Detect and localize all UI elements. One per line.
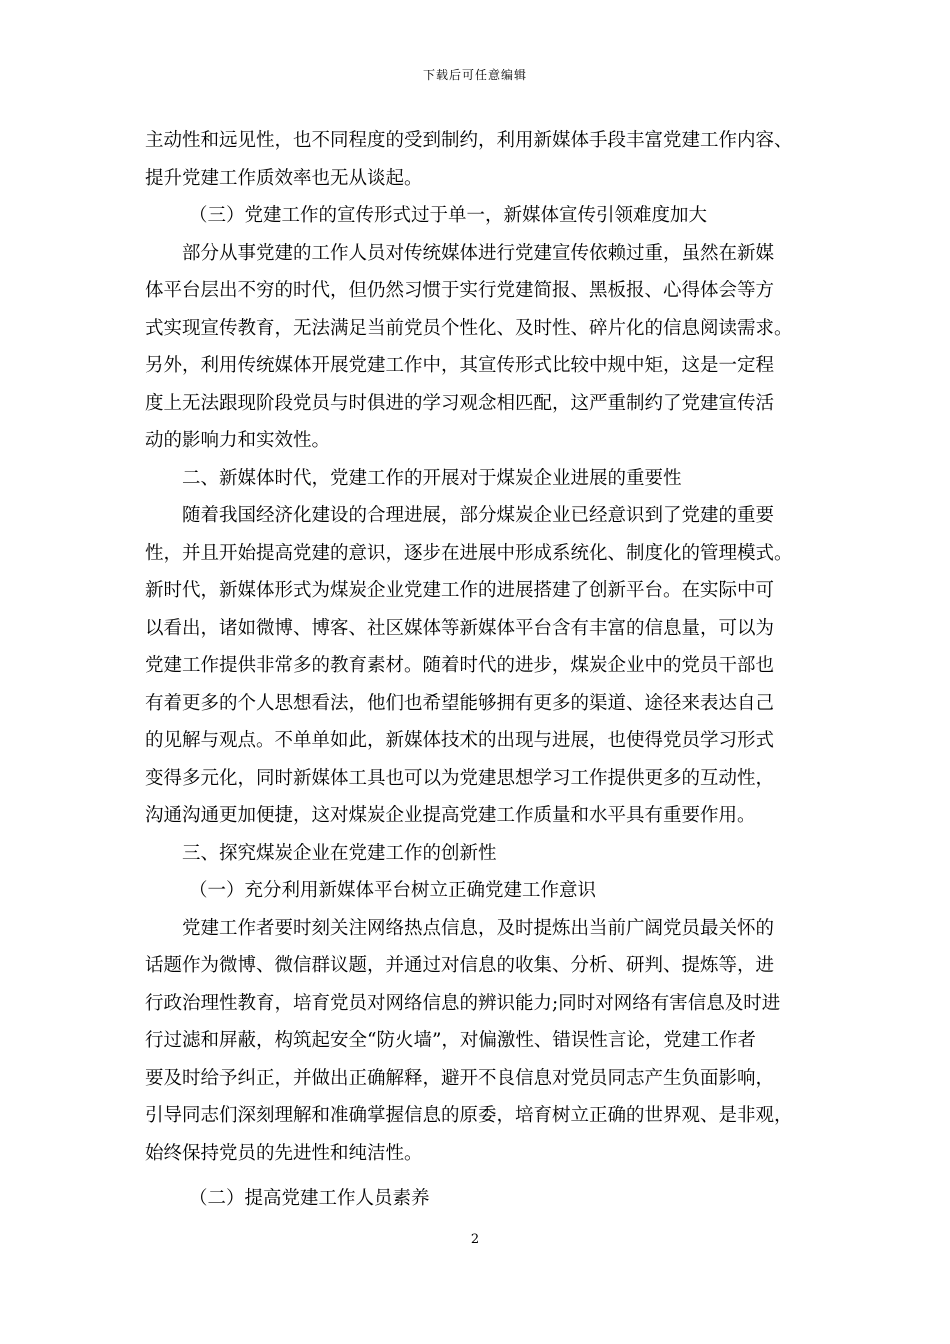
body-line: 以看出，诸如微博、博客、社区媒体等新媒体平台含有丰富的信息量，可以为 (145, 617, 775, 639)
body-line: 动的影响力和实效性。 (145, 430, 331, 451)
body-line: 主动性和远见性，也不同程度的受到制约，利用新媒体手段丰富党建工作内容、 (145, 130, 793, 151)
body-line: 变得多元化，同时新媒体工具也可以为党建思想学习工作提供更多的互动性， (145, 767, 775, 789)
subsection-heading: （一）充分利用新媒体平台树立正确党建工作意识 (189, 880, 597, 901)
body-line: 有着更多的个人思想看法，他们也希望能够拥有更多的渠道、途径来表达自己 (145, 692, 775, 714)
subsection-heading: （二）提高党建工作人员素养 (189, 1188, 430, 1209)
paragraph-start: 随着我国经济化建设的合理进展，部分煤炭企业已经意识到了党建的重要 (182, 505, 775, 526)
spacer (145, 1172, 825, 1180)
body-line: 行政治理性教育，培育党员对网络信息的辨识能力;同时对网络有害信息及时进 (145, 992, 781, 1014)
body-line: 另外，利用传统媒体开展党建工作中，其宣传形式比较中规中矩，这是一定程 (145, 355, 775, 376)
body-line: 引导同志们深刻理解和准确掌握信息的原委，培育树立正确的世界观、是非观， (145, 1105, 793, 1126)
paragraph-start: 党建工作者要时刻关注网络热点信息，及时提炼出当前广阔党员最关怀的 (182, 917, 775, 939)
section-heading: （三）党建工作的宣传形式过于单一，新媒体宣传引领难度加大 (189, 205, 708, 226)
document-body (145, 122, 825, 1218)
body-line: 党建工作提供非常多的教育素材。随着时代的进步，煤炭企业中的党员干部也 (145, 655, 775, 676)
body-line: 行过滤和屏蔽，构筑起安全“防火墙”，对偏激性、错误性言论，党建工作者 (145, 1030, 756, 1051)
page-header: 下载后可任意编辑 (422, 68, 527, 82)
body-line: 要及时给予纠正，并做出正确解释，避开不良信息对党员同志产生负面影响， (145, 1067, 775, 1089)
body-line: 的见解与观点。不单单如此，新媒体技术的出现与进展，也使得党员学习形式 (145, 730, 775, 751)
body-line: 体平台层出不穷的时代，但仍然习惯于实行党建简报、黑板报、心得体会等方 (145, 280, 775, 301)
section-heading: 二、新媒体时代，党建工作的开展对于煤炭企业进展的重要性 (182, 467, 682, 489)
paragraph-start: 部分从事党建的工作人员对传统媒体进行党建宣传依赖过重，虽然在新媒 (182, 242, 775, 264)
body-line: 性，并且开始提高党建的意识，逐步在进展中形成系统化、制度化的管理模式。 (145, 542, 793, 564)
section-heading: 三、探究煤炭企业在党建工作的创新性 (182, 842, 497, 864)
body-line: 度上无法跟现阶段党员与时俱进的学习观念相匹配，这严重制约了党建宣传活 (145, 392, 775, 414)
body-line: 话题作为微博、微信群议题，并通过对信息的收集、分析、研判、提炼等，进 (145, 955, 775, 976)
body-line: 式实现宣传教育，无法满足当前党员个性化、及时性、碎片化的信息阅读需求。 (145, 317, 793, 339)
body-line: 始终保持党员的先进性和纯洁性。 (145, 1142, 423, 1164)
page-number: 2 (470, 1232, 480, 1247)
body-line: 提升党建工作质效率也无从谈起。 (145, 167, 423, 189)
body-line: 沟通沟通更加便捷，这对煤炭企业提高党建工作质量和水平具有重要作用。 (145, 805, 756, 826)
body-line: 新时代，新媒体形式为煤炭企业党建工作的进展搭建了创新平台。在实际中可 (145, 580, 775, 601)
